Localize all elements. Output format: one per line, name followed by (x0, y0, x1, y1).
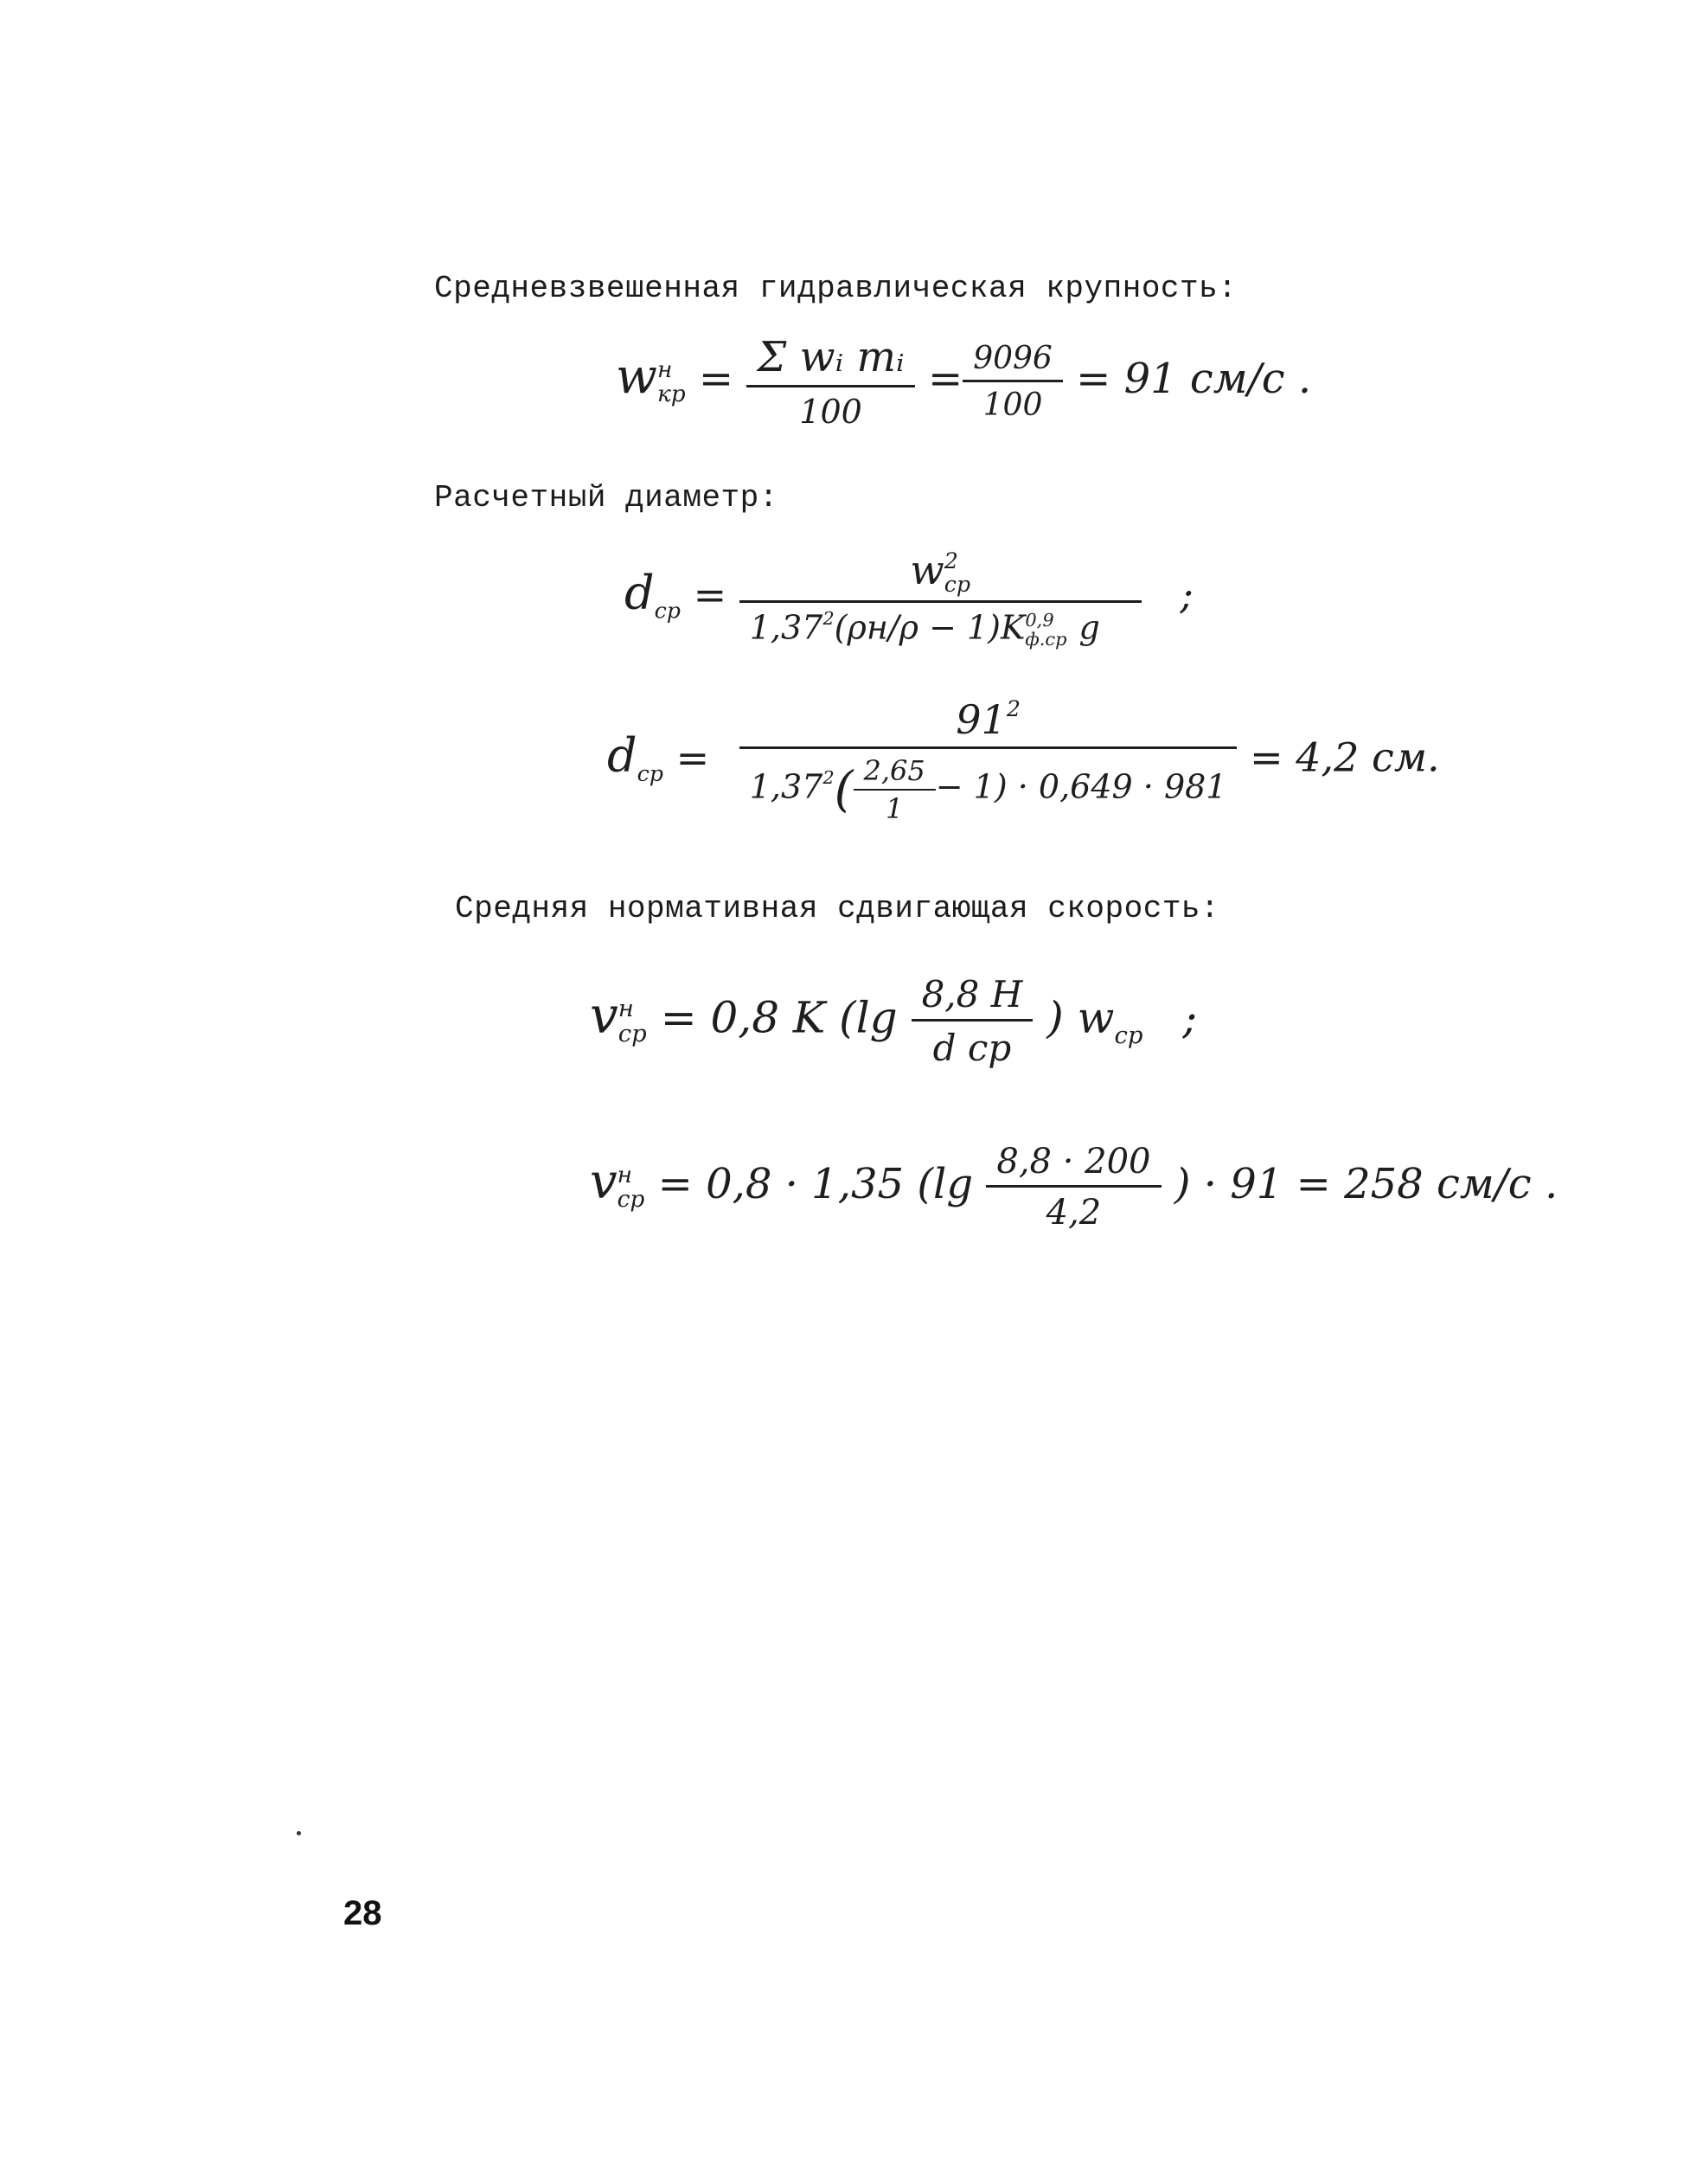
inner-fraction (854, 754, 936, 825)
lhs-symbol: w (616, 349, 657, 405)
fraction-denominator: 100 (963, 380, 1063, 423)
inner-denominator: 1 (854, 789, 936, 825)
denominator-gravity: g (1078, 608, 1100, 647)
equals-sign: = (675, 733, 710, 781)
equation-shear-velocity-value (590, 1142, 1558, 1233)
equation-design-diameter-formula (624, 547, 1194, 650)
denominator-coefficient-power: 2 (822, 767, 835, 789)
numerator-power: 2 (1006, 696, 1021, 721)
equation-hydraulic-size (616, 333, 1311, 431)
denominator-k-subscript: ф.ср (1025, 628, 1067, 650)
denominator-coefficient-power: 2 (822, 607, 835, 629)
section-heading: Средневзвешенная гидравлическая крупность: (434, 271, 1238, 306)
equals-sign: = (693, 571, 727, 618)
fraction-log-argument (912, 973, 1034, 1069)
numerator-symbol: w (910, 547, 944, 593)
fraction-denominator: 4,2 (986, 1185, 1161, 1233)
fraction-numerator: 8,8 H (921, 973, 1023, 1015)
lhs-symbol: d (624, 565, 655, 620)
fraction-sum (746, 333, 914, 431)
lhs-subscript: ср (617, 1185, 645, 1213)
fraction-values (963, 341, 1063, 423)
rhs-part-b-subscript: ср (1114, 1021, 1143, 1049)
lhs-symbol: v (590, 1154, 618, 1210)
numerator-superscript: 2 (944, 548, 958, 574)
equals-sign: = (927, 355, 963, 403)
lhs-subscript: ср (654, 598, 681, 624)
denominator-rest: − 1) · 0,649 · 981 (935, 767, 1227, 806)
lhs-superscript: н (656, 355, 673, 383)
rhs-part-a: = 0,8 K (lg (660, 992, 898, 1043)
fraction-numerator: Σ wᵢ mᵢ (757, 333, 905, 381)
numerator-subscript: ср (944, 572, 971, 597)
page-number: 28 (343, 1894, 382, 1932)
fraction-main (739, 696, 1238, 825)
rhs-part-b: ) · 91 = 258 см/с . (1174, 1160, 1558, 1208)
fraction-log-argument (986, 1142, 1161, 1233)
fraction-main (739, 547, 1142, 650)
result-value: = 91 см/с . (1076, 355, 1312, 403)
fraction-numerator: 9096 (973, 341, 1053, 376)
open-paren: ( (834, 761, 854, 818)
equation-shear-velocity-formula (590, 973, 1197, 1069)
lhs-symbol: v (590, 985, 618, 1045)
lhs-superscript: н (617, 1161, 633, 1188)
numerator-value: 91 (956, 696, 1007, 744)
denominator-coefficient: 1,37 (749, 608, 823, 647)
semicolon: ; (1180, 571, 1194, 618)
semicolon: ; (1182, 992, 1198, 1043)
inner-numerator: 2,65 (863, 754, 925, 788)
denominator-coefficient: 1,37 (749, 767, 823, 806)
denominator-k-symbol: K (1001, 608, 1026, 647)
equals-sign: = (698, 355, 734, 403)
rhs-part-a: = 0,8 · 1,35 (lg (657, 1160, 974, 1208)
section-heading: Средняя нормативная сдвигающая скорость: (455, 891, 1220, 926)
fraction-denominator: d ср (912, 1019, 1034, 1069)
lhs-subscript: кр (656, 380, 686, 407)
result-value: = 4,2 см. (1250, 733, 1440, 781)
section-heading: Расчетный диаметр: (434, 480, 778, 516)
lhs-symbol: d (607, 727, 637, 783)
lhs-superscript: н (618, 994, 634, 1022)
denominator-k-superscript: 0,9 (1025, 609, 1054, 631)
fraction-denominator: 100 (746, 385, 914, 431)
fraction-numerator: 8,8 · 200 (996, 1142, 1151, 1182)
lhs-subscript: ср (637, 761, 663, 786)
denominator-density-ratio: (ρн/ρ − 1) (834, 608, 1001, 647)
equation-design-diameter-value (607, 696, 1440, 825)
rhs-part-b: ) w (1046, 992, 1115, 1043)
lhs-subscript: ср (618, 1019, 647, 1047)
scan-speck (297, 1831, 301, 1835)
